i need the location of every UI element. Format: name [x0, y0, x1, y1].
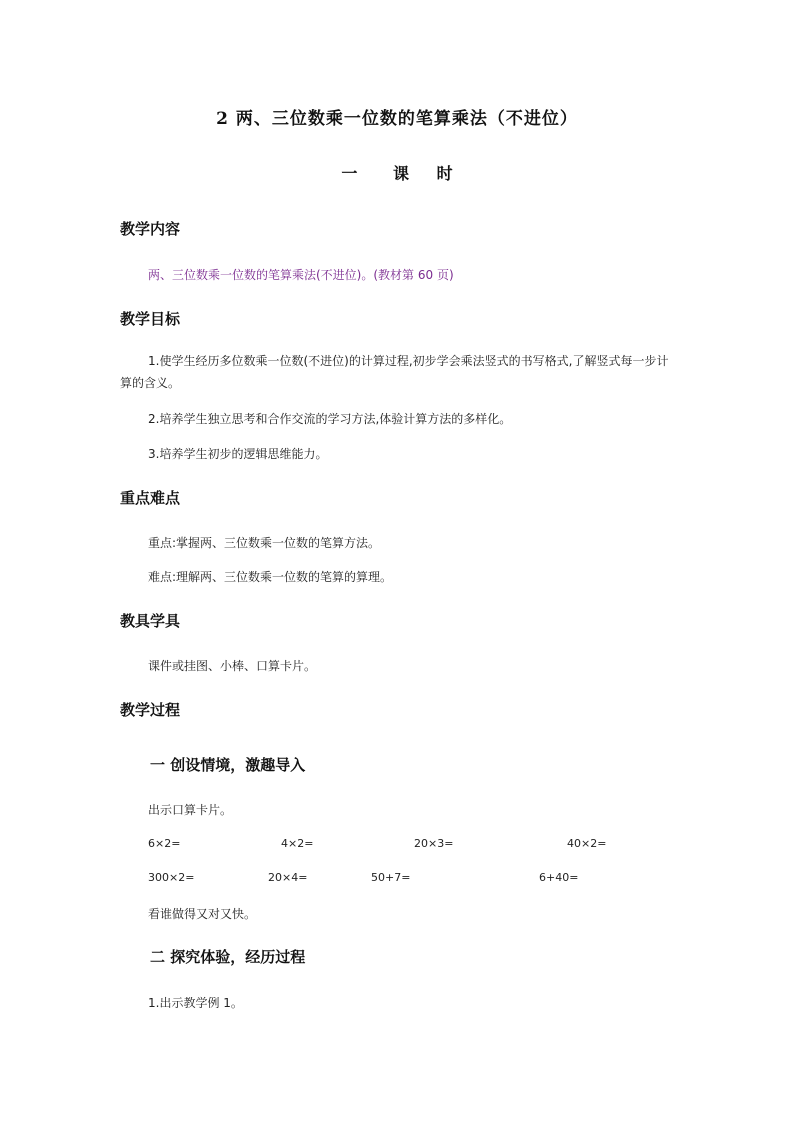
goal-item-1: 1.使学生经历多位数乘一位数(不进位)的计算过程,初步学会乘法竖式的书写格式,了解竖式每一步计算的含义。	[120, 354, 669, 390]
section-heading-content: 教学内容	[120, 220, 181, 238]
subtitle-ke: 课	[392, 164, 409, 183]
mental-math-card: 20×4=	[268, 871, 308, 884]
tools-text: 课件或挂图、小棒、口算卡片。	[148, 659, 317, 673]
section-heading-goals: 教学目标	[120, 310, 181, 328]
section-heading-tools: 教具学具	[120, 612, 181, 630]
goal-item-3: 3.培养学生初步的逻辑思维能力。	[148, 447, 328, 461]
step1-heading: 一 创设情境，激趣导入	[150, 756, 306, 774]
section-heading-key-points: 重点难点	[120, 489, 181, 507]
subtitle-shi: 时	[436, 164, 453, 183]
mental-math-card: 4×2=	[281, 837, 314, 850]
step2-heading: 二 探究体验，经历过程	[150, 948, 306, 966]
mental-math-card: 6+40=	[539, 871, 579, 884]
mental-math-card: 50+7=	[371, 871, 411, 884]
mental-math-card: 20×3=	[414, 837, 454, 850]
mental-math-card: 300×2=	[148, 871, 195, 884]
step1-intro: 出示口算卡片。	[148, 803, 233, 817]
page-title: 2 两、三位数乘一位数的笔算乘法（不进位）	[216, 109, 578, 129]
mental-math-card: 40×2=	[567, 837, 607, 850]
key-point-item: 重点:掌握两、三位数乘一位数的笔算方法。	[148, 536, 381, 550]
step2-intro: 1.出示教学例 1。	[148, 996, 243, 1010]
difficulty-item: 难点:理解两、三位数乘一位数的笔算的算理。	[148, 570, 393, 584]
lesson-subtitle	[0, 161, 794, 184]
section-heading-process: 教学过程	[120, 701, 181, 719]
step1-outro: 看谁做得又对又快。	[148, 907, 257, 921]
subtitle-number: 一	[341, 164, 358, 183]
mental-math-card: 6×2=	[148, 837, 181, 850]
content-text: 两、三位数乘一位数的笔算乘法(不进位)。(教材第 60 页)	[148, 268, 454, 282]
goal-item-2: 2.培养学生独立思考和合作交流的学习方法,体验计算方法的多样化。	[148, 412, 512, 426]
